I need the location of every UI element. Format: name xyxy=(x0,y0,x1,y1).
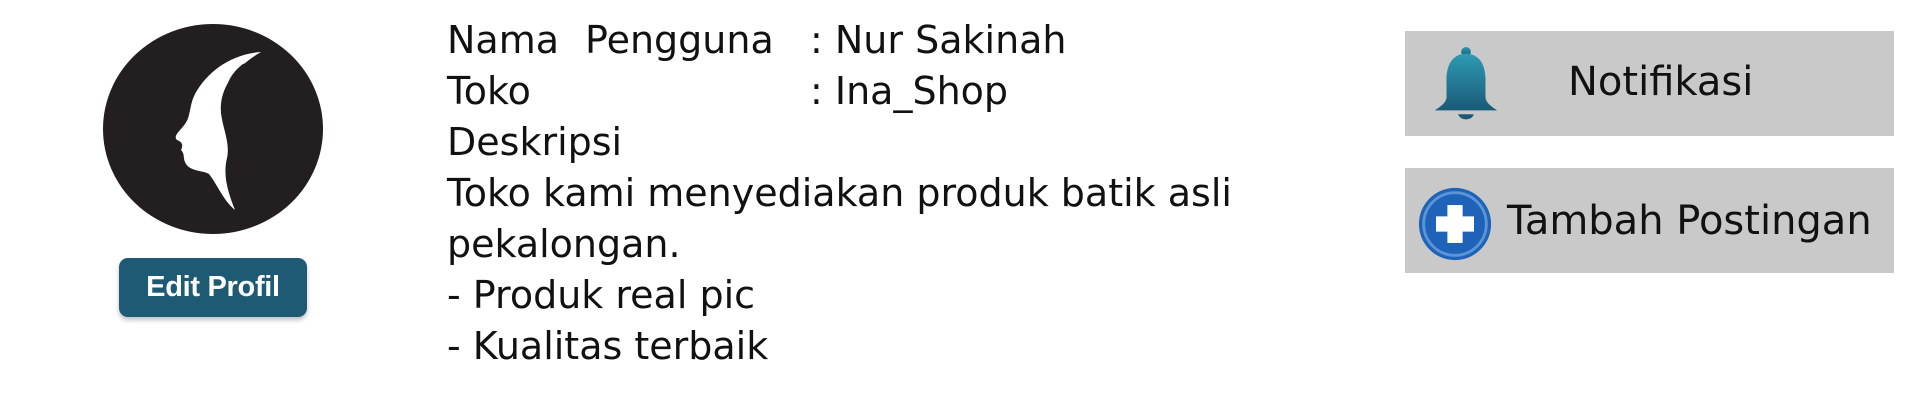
notification-label: Notifikasi xyxy=(1568,59,1754,105)
username-key xyxy=(447,15,810,66)
username-value: : Nur Sakinah xyxy=(810,18,1067,62)
description-line: - Produk real pic xyxy=(447,273,756,317)
description-line: pekalongan. xyxy=(447,222,681,266)
shop-key: Toko xyxy=(447,69,531,113)
profile-avatar xyxy=(103,24,323,234)
notification-button[interactable] xyxy=(1405,31,1894,136)
profile-info xyxy=(447,15,1232,372)
description-line: - Kualitas terbaik xyxy=(447,324,769,368)
plus-circle-icon xyxy=(1417,186,1493,262)
username-key-word-2: Pengguna xyxy=(585,18,774,62)
username-row xyxy=(447,15,1232,66)
shop-value: : Ina_Shop xyxy=(810,69,1009,113)
add-post-button[interactable] xyxy=(1405,168,1894,273)
description-line: Toko kami menyediakan produk batik asli xyxy=(447,171,1232,215)
description-label: Deskripsi xyxy=(447,120,623,164)
shop-row xyxy=(447,66,1232,117)
edit-profile-button[interactable]: Edit Profil xyxy=(119,258,307,317)
username-key-word-1: Nama xyxy=(447,18,560,62)
woman-profile-silhouette-icon xyxy=(103,24,323,234)
add-post-label: Tambah Postingan xyxy=(1507,198,1872,244)
bell-icon xyxy=(1427,46,1505,124)
